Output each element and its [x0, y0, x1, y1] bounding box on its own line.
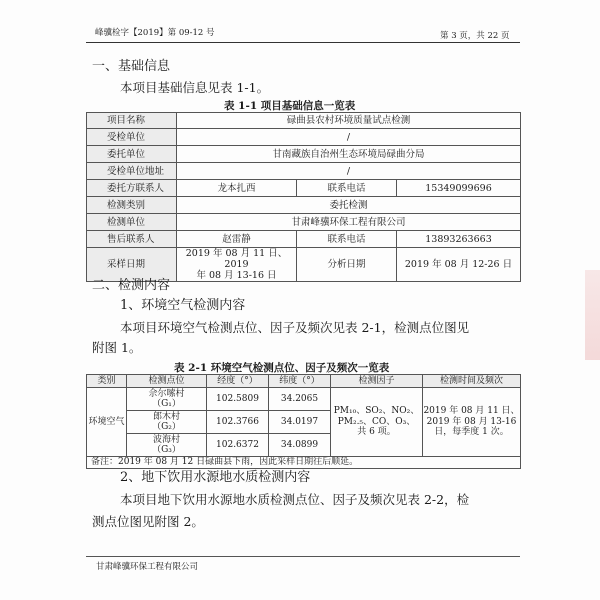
factor-line-3: 共 6 项。: [357, 427, 396, 438]
point-cell: [127, 434, 207, 457]
time-cell: [423, 388, 521, 457]
value-cell: 赵雷静: [177, 231, 297, 248]
table-header-row: [87, 375, 521, 388]
label-cell: 采样日期: [87, 248, 177, 282]
project-info-table: [86, 112, 521, 282]
label-cell: 委托单位: [87, 146, 177, 163]
point-name: 波海村: [152, 434, 180, 445]
label-cell: 联系电话: [297, 231, 397, 248]
value-cell: 甘肃峰骥环保工程有限公司: [177, 214, 521, 231]
table-2-caption: 表 2-1 环境空气检测点位、因子及频次一览表: [174, 362, 390, 374]
section-2-2-heading: 2、地下饮用水源地水质检测内容: [120, 470, 311, 485]
section-2-2-text: 本项目地下饮用水源地水质检测点位、因子及频次见表 2-2，检: [120, 492, 470, 507]
table-row: [87, 163, 521, 180]
header-cell: 类别: [87, 375, 127, 388]
note-cell: 备注：2019 年 08 月 12 日碌曲县下雨，因此采样日期往后顺延。: [87, 457, 521, 469]
label-cell: 售后联系人: [87, 231, 177, 248]
time-line-2: 2019 年 08 月 13-16: [426, 416, 517, 427]
label-cell: 分析日期: [297, 248, 397, 282]
section-1-text: 本项目基础信息见表 1-1。: [120, 80, 270, 95]
lon-cell: 102.5809: [207, 388, 269, 411]
label-cell: 受检单位地址: [87, 163, 177, 180]
label-cell: 项目名称: [87, 113, 177, 129]
header-cell: 检测因子: [331, 375, 423, 388]
table-row: [87, 113, 521, 129]
section-2-heading: 二、检测内容: [92, 278, 171, 293]
label-cell: 检测类别: [87, 197, 177, 214]
time-line-3: 日，每季度 1 次。: [434, 427, 509, 438]
table-row: [87, 129, 521, 146]
time-line-1: 2019 年 08 月 11 日、: [423, 406, 520, 417]
seal-fragment: [585, 270, 600, 360]
section-2-1-heading: 1、环境空气检测内容: [120, 298, 246, 313]
lat-cell: 34.0197: [269, 411, 331, 434]
section-1-heading: 一、基础信息: [92, 59, 171, 74]
value-cell: 碌曲县农村环境质量试点检测: [177, 113, 521, 129]
footer-rule: [86, 556, 520, 557]
table-row: [87, 146, 521, 163]
sampling-date-line-2: 年 08 月 13-16 日: [196, 270, 277, 281]
value-cell: /: [177, 129, 521, 146]
category-cell: 环境空气: [87, 388, 127, 457]
value-cell: 13893263663: [397, 231, 521, 248]
air-monitoring-table: [86, 374, 521, 469]
section-2-1-text-cont: 附图 1。: [92, 340, 142, 355]
lon-cell: 102.3766: [207, 411, 269, 434]
point-code: （G₁）: [152, 399, 181, 409]
header-cell: 经度（°）: [207, 375, 269, 388]
table-row: [87, 231, 521, 248]
table-row: [87, 214, 521, 231]
factor-cell: [331, 388, 423, 457]
label-cell: 委托方联系人: [87, 180, 177, 197]
point-code: （G₃）: [152, 445, 181, 455]
header-cell: 检测点位: [127, 375, 207, 388]
point-cell: [127, 388, 207, 411]
header-cell: 纬度（°）: [269, 375, 331, 388]
page-number: 第 3 页，共 22 页: [440, 31, 510, 41]
value-cell: [177, 248, 297, 282]
value-cell: 15349099696: [397, 180, 521, 197]
section-2-2-text-cont: 测点位图见附图 2。: [92, 514, 204, 529]
point-cell: [127, 411, 207, 434]
value-cell: 2019 年 08 月 12-26 日: [397, 248, 521, 282]
label-cell: 联系电话: [297, 180, 397, 197]
table-row: [87, 197, 521, 214]
value-cell: 甘南藏族自治州生态环境局碌曲分局: [177, 146, 521, 163]
report-number: 峰骥检字【2019】第 09-12 号: [95, 28, 215, 38]
table-row: [87, 388, 521, 411]
point-code: （G₂）: [152, 422, 181, 432]
section-2-1-text: 本项目环境空气检测点位、因子及频次见表 2-1，检测点位图见: [120, 320, 470, 335]
header-rule: [86, 42, 520, 43]
footer-company: 甘肃峰骥环保工程有限公司: [96, 562, 199, 572]
point-name: 佘尔嗦村: [148, 388, 185, 399]
header-cell: 检测时间及频次: [423, 375, 521, 388]
lat-cell: 34.2065: [269, 388, 331, 411]
value-cell: 龙本扎西: [177, 180, 297, 197]
lon-cell: 102.6372: [207, 434, 269, 457]
label-cell: 受检单位: [87, 129, 177, 146]
table-row: [87, 180, 521, 197]
lat-cell: 34.0899: [269, 434, 331, 457]
value-cell: 委托检测: [177, 197, 521, 214]
value-cell: /: [177, 163, 521, 180]
point-name: 郎木村: [152, 411, 180, 422]
table-1-caption: 表 1-1 项目基础信息一览表: [224, 100, 356, 112]
sampling-date-line-1: 2019 年 08 月 11 日、2019: [185, 248, 288, 270]
factor-line-1: PM₁₀、SO₂、NO₂、: [333, 406, 420, 417]
label-cell: 检测单位: [87, 214, 177, 231]
factor-line-2: PM₂.₅、CO、O₃、: [337, 416, 416, 427]
